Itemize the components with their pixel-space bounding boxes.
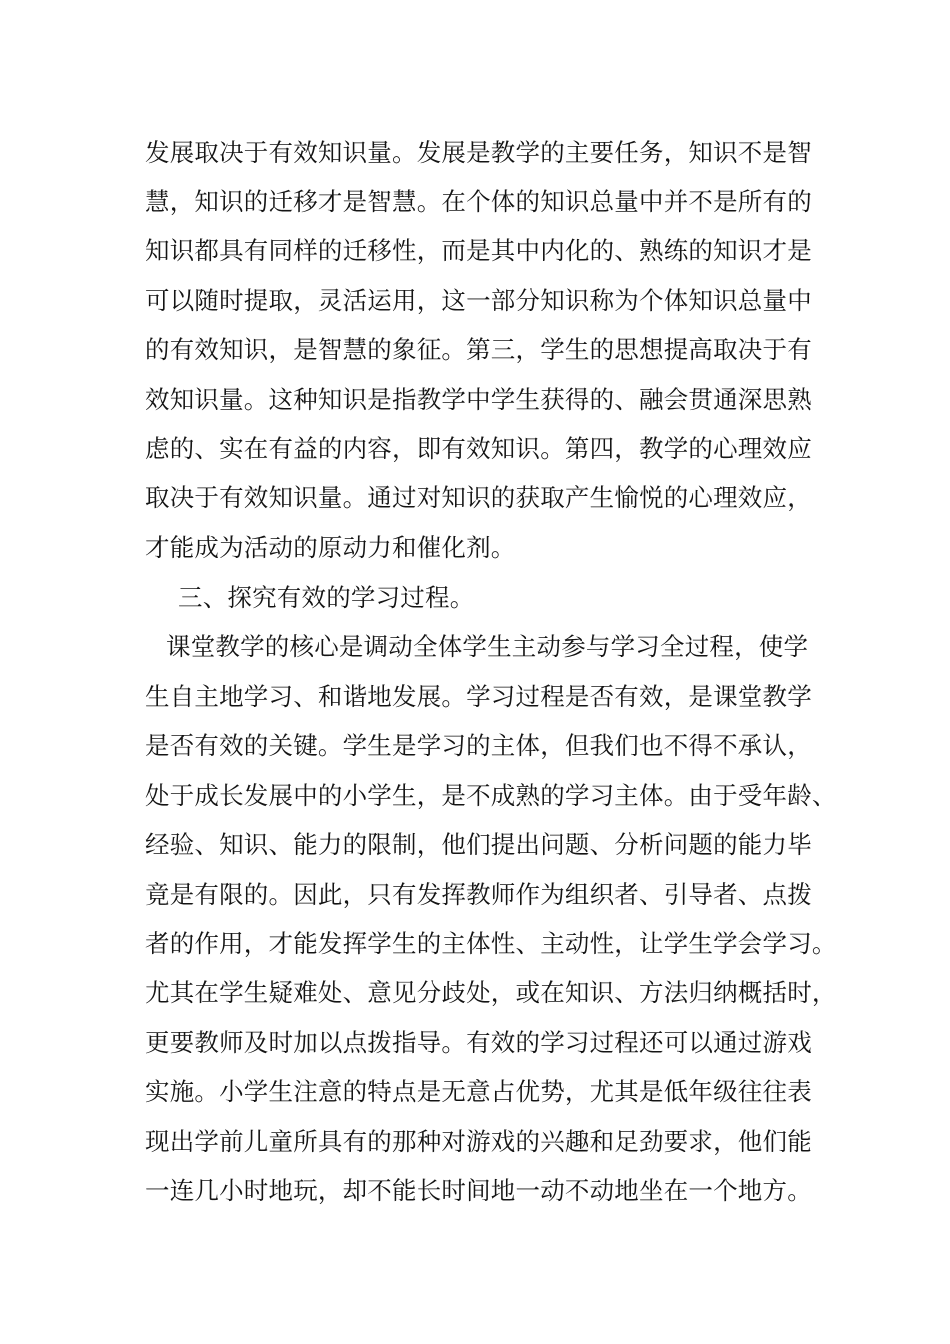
paragraph-line: 慧，知识的迁移才是智慧。在个体的知识总量中并不是所有的 (145, 187, 812, 216)
paragraph-line: 更要教师及时加以点拨指导。有效的学习过程还可以通过游戏 (145, 1028, 812, 1057)
paragraph-line: 生自主地学习、和谐地发展。学习过程是否有效，是课堂教学 (145, 682, 812, 711)
paragraph-line: 知识都具有同样的迁移性，而是其中内化的、熟练的知识才是 (145, 236, 812, 265)
paragraph-line: 现出学前儿童所具有的那种对游戏的兴趣和足劲要求，他们能 (145, 1127, 812, 1156)
paragraph-line: 实施。小学生注意的特点是无意占优势，尤其是低年级往往表 (145, 1077, 812, 1106)
section-heading: 三、探究有效的学习过程。 (178, 583, 475, 612)
paragraph-line: 取决于有效知识量。通过对知识的获取产生愉悦的心理效应， (145, 483, 812, 512)
paragraph-line: 是否有效的关键。学生是学习的主体，但我们也不得不承认， (145, 731, 812, 760)
paragraph-line: 虑的、实在有益的内容，即有效知识。第四，教学的心理效应 (145, 434, 812, 463)
paragraph-line: 处于成长发展中的小学生，是不成熟的学习主体。由于受年龄、 (145, 781, 837, 810)
paragraph-line: 一连几小时地玩，却不能长时间地一动不动地坐在一个地方。 (145, 1176, 812, 1205)
paragraph-line: 可以随时提取，灵活运用，这一部分知识称为个体知识总量中 (145, 286, 812, 315)
paragraph-line: 竟是有限的。因此，只有发挥教师作为组织者、引导者、点拨 (145, 880, 812, 909)
paragraph-line: 经验、知识、能力的限制，他们提出问题、分析问题的能力毕 (145, 830, 812, 859)
paragraph-line: 才能成为活动的原动力和催化剂。 (145, 533, 516, 562)
paragraph-line: 效知识量。这种知识是指教学中学生获得的、融会贯通深思熟 (145, 385, 812, 414)
paragraph-line: 发展取决于有效知识量。发展是教学的主要任务，知识不是智 (145, 138, 812, 167)
paragraph-line: 的有效知识，是智慧的象征。第三，学生的思想提高取决于有 (145, 335, 812, 364)
paragraph-line: 尤其在学生疑难处、意见分歧处，或在知识、方法归纳概括时， (145, 978, 837, 1007)
paragraph-line: 课堂教学的核心是调动全体学生主动参与学习全过程，使学 (166, 632, 809, 661)
paragraph-line: 者的作用，才能发挥学生的主体性、主动性，让学生学会学习。 (145, 929, 837, 958)
